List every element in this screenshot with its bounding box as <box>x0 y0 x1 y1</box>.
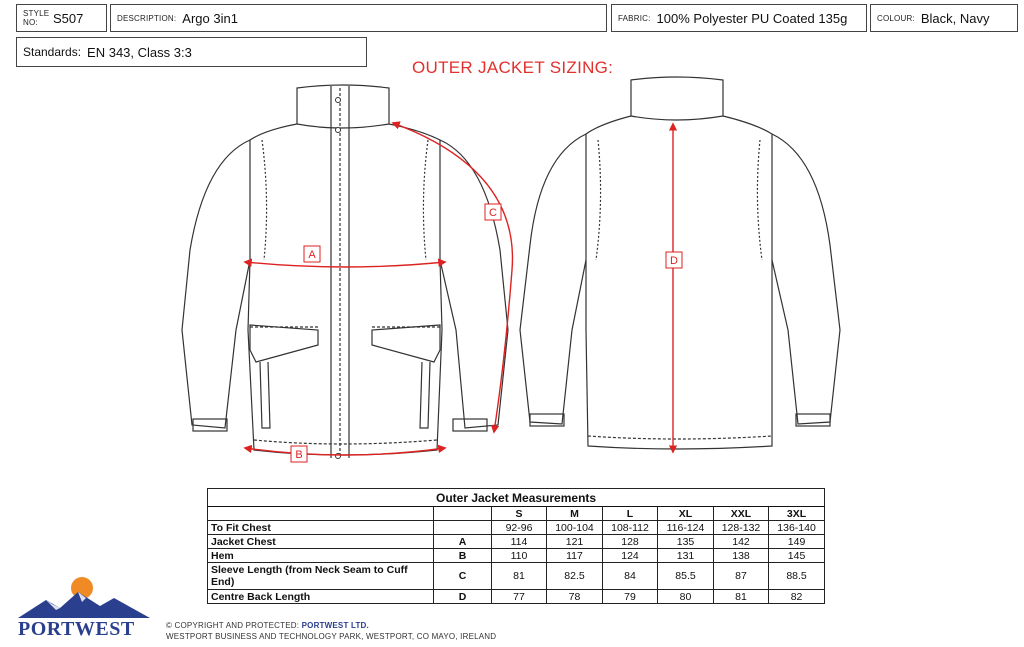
table-cell: 85.5 <box>658 563 714 590</box>
marker-b: B <box>295 449 303 461</box>
size-header: 3XL <box>769 507 825 521</box>
row-code <box>434 521 492 535</box>
table-cell: 92-96 <box>492 521 547 535</box>
table-cell: 145 <box>769 549 825 563</box>
table-cell: 114 <box>492 535 547 549</box>
table-cell: 100-104 <box>547 521 603 535</box>
table-cell: 142 <box>714 535 769 549</box>
table-cell: 128-132 <box>714 521 769 535</box>
table-cell: 138 <box>714 549 769 563</box>
copyright-block <box>166 620 496 642</box>
front-right-sleeve <box>440 140 508 428</box>
row-name: Jacket Chest <box>208 535 434 549</box>
size-header: XL <box>658 507 714 521</box>
size-header-row <box>208 507 825 521</box>
standards-label: Standards: <box>23 45 82 59</box>
table-cell: 116-124 <box>658 521 714 535</box>
table-cell: 81 <box>714 590 769 604</box>
mountain-icon <box>18 592 150 618</box>
copyright-prefix: © COPYRIGHT AND PROTECTED: <box>166 621 300 630</box>
front-left-pocket-flap <box>250 325 318 362</box>
company-address: WESTPORT BUSINESS AND TECHNOLOGY PARK, WESTPORT, CO MAYO, IRELAND <box>166 632 497 641</box>
table-cell: 87 <box>714 563 769 590</box>
colour-label: COLOUR: <box>877 13 915 23</box>
size-header: XXL <box>714 507 769 521</box>
table-cell: 136-140 <box>769 521 825 535</box>
marker-c-box <box>485 204 501 220</box>
description-label: DESCRIPTION: <box>117 13 177 23</box>
table-cell: 84 <box>603 563 658 590</box>
table-cell: 88.5 <box>769 563 825 590</box>
table-cell: 82.5 <box>547 563 603 590</box>
table-cell: 128 <box>603 535 658 549</box>
fabric-label: FABRIC: <box>618 13 651 23</box>
back-body <box>586 116 772 449</box>
row-name: Centre Back Length <box>208 590 434 604</box>
marker-c: C <box>489 207 497 219</box>
table-cell: 82 <box>769 590 825 604</box>
table-cell: 117 <box>547 549 603 563</box>
measure-b <box>245 448 445 455</box>
description-value: Argo 3in1 <box>182 10 238 26</box>
front-left-sleeve <box>182 140 250 428</box>
row-code: A <box>434 535 492 549</box>
marker-b-box <box>291 446 307 462</box>
row-name: Hem <box>208 549 434 563</box>
colour-value: Black, Navy <box>920 10 990 26</box>
front-collar <box>297 85 389 128</box>
table-cell: 81 <box>492 563 547 590</box>
table-cell: 79 <box>603 590 658 604</box>
front-right-pocket-flap <box>372 325 440 362</box>
fabric-value: 100% Polyester PU Coated 135g <box>656 10 848 26</box>
measurements-table <box>207 488 825 604</box>
marker-d: D <box>670 255 678 267</box>
standards-value: EN 343, Class 3:3 <box>87 44 192 60</box>
copyright-company: PORTWEST LTD. <box>301 621 369 630</box>
table-caption: Outer Jacket Measurements <box>208 489 825 507</box>
table-cell: 124 <box>603 549 658 563</box>
table-row <box>208 549 825 563</box>
table-row <box>208 535 825 549</box>
marker-a-box <box>304 246 320 262</box>
row-name: To Fit Chest <box>208 521 434 535</box>
back-left-sleeve <box>520 134 586 424</box>
marker-a: A <box>308 249 316 261</box>
table-cell: 80 <box>658 590 714 604</box>
size-header: M <box>547 507 603 521</box>
back-collar <box>631 77 723 120</box>
size-header: L <box>603 507 658 521</box>
table-cell: 135 <box>658 535 714 549</box>
table-cell: 108-112 <box>603 521 658 535</box>
size-header: S <box>492 507 547 521</box>
back-right-sleeve <box>772 134 840 424</box>
table-cell: 77 <box>492 590 547 604</box>
table-row <box>208 590 825 604</box>
front-jacket-outline <box>182 85 508 458</box>
marker-d-box <box>666 252 682 268</box>
table-cell: 131 <box>658 549 714 563</box>
row-name: Sleeve Length (from Neck Seam to Cuff End) <box>208 563 434 590</box>
diagram-title: OUTER JACKET SIZING: <box>412 58 614 77</box>
table-cell: 149 <box>769 535 825 549</box>
front-body <box>248 124 442 455</box>
table-row <box>208 563 825 590</box>
brand-name: PORTWEST <box>18 618 135 640</box>
measure-a <box>245 262 445 267</box>
row-code: B <box>434 549 492 563</box>
style-no-label: STYLE NO: <box>23 9 50 27</box>
row-code: D <box>434 590 492 604</box>
table-cell: 110 <box>492 549 547 563</box>
front-right-cuff <box>453 419 487 431</box>
row-code: C <box>434 563 492 590</box>
style-no-value: S507 <box>53 10 84 26</box>
table-row <box>208 521 825 535</box>
measure-c <box>393 123 512 432</box>
table-cell: 78 <box>547 590 603 604</box>
table-cell: 121 <box>547 535 603 549</box>
